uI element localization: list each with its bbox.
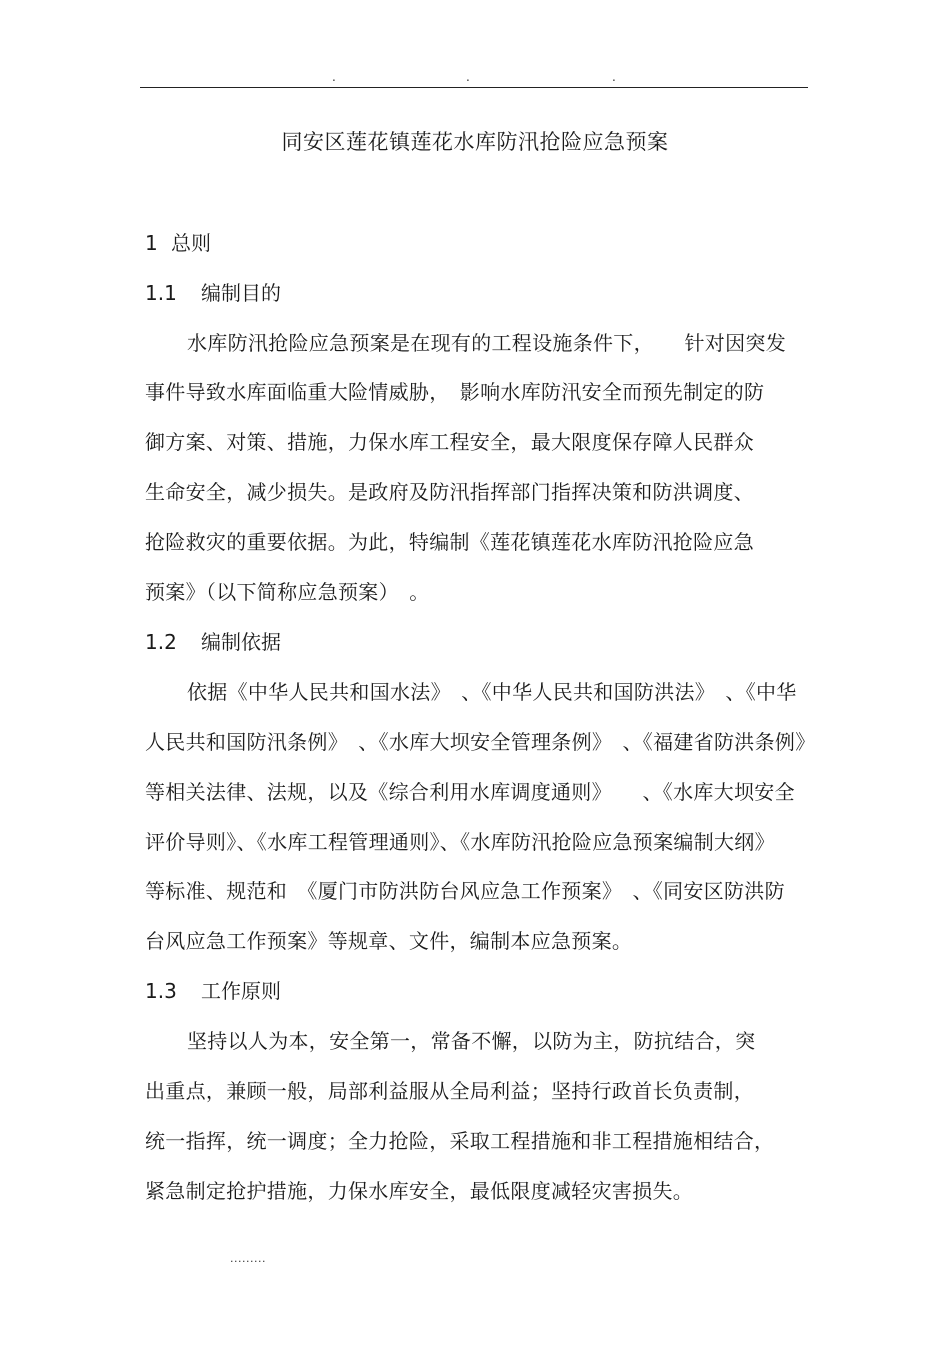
paragraph-line: 紧急制定抢护措施，力保水库安全，最低限度减轻灾害损失。 xyxy=(145,1179,694,1203)
paragraph-line: 预案》（以下简称应急预案） 。 xyxy=(145,580,430,604)
header-rule xyxy=(140,87,808,88)
paragraph-line: 事件导致水库面临重大险情威胁， 影响水库防汛安全而预先制定的防 xyxy=(145,380,765,404)
footer-dots: ......... xyxy=(230,1252,266,1265)
paragraph-line: 依据《中华人民共和国水法》 、《中华人民共和国防洪法》 、《中华 xyxy=(187,680,797,704)
paragraph-line: 等相关法律、法规，以及《综合利用水库调度通则》 、《水库大坝安全 xyxy=(145,780,795,804)
header-dot: . xyxy=(612,70,616,84)
section-number: 1.3 xyxy=(145,979,177,1003)
section-heading-1-3 xyxy=(145,977,281,1005)
section-heading-1 xyxy=(145,229,211,257)
paragraph-line: 水库防汛抢险应急预案是在现有的工程设施条件下， 针对因突发 xyxy=(187,331,786,355)
section-number: 1.2 xyxy=(145,630,177,654)
paragraph-line: 生命安全，减少损失。是政府及防汛指挥部门指挥决策和防洪调度、 xyxy=(145,480,754,504)
section-heading-1-1 xyxy=(145,279,281,307)
header-dot: . xyxy=(332,70,336,84)
paragraph-line: 台风应急工作预案》等规章、文件，编制本应急预案。 xyxy=(145,929,633,953)
document-title: 同安区莲花镇莲花水库防汛抢险应急预案 xyxy=(281,130,669,154)
section-label: 工作原则 xyxy=(201,979,281,1003)
section-label: 总则 xyxy=(171,231,211,255)
paragraph-line: 御方案、对策、措施，力保水库工程安全，最大限度保存障人民群众 xyxy=(145,430,754,454)
section-heading-1-2 xyxy=(145,628,281,656)
paragraph-line: 人民共和国防汛条例》 、《水库大坝安全管理条例》 、《福建省防洪条例》 xyxy=(145,730,816,754)
section-label: 编制依据 xyxy=(201,630,281,654)
paragraph-line: 评价导则》、《水库工程管理通则》、《水库防汛抢险应急预案编制大纲》 xyxy=(145,830,775,854)
header-dot: . xyxy=(466,70,470,84)
paragraph-line: 抢险救灾的重要依据。为此，特编制《莲花镇莲花水库防汛抢险应急 xyxy=(145,530,754,554)
paragraph-line: 坚持以人为本，安全第一，常备不懈，以防为主，防抗结合，突 xyxy=(187,1029,756,1053)
section-label: 编制目的 xyxy=(201,281,281,305)
section-number: 1 xyxy=(145,231,158,255)
header-dots xyxy=(140,70,808,84)
section-number: 1.1 xyxy=(145,281,177,305)
paragraph-line: 统一指挥，统一调度；全力抢险，采取工程措施和非工程措施相结合， xyxy=(145,1129,775,1153)
paragraph-line: 出重点，兼顾一般，局部利益服从全局利益；坚持行政首长负责制， xyxy=(145,1079,754,1103)
paragraph-line: 等标准、规范和 《厦门市防洪防台风应急工作预案》 、《同安区防洪防 xyxy=(145,879,785,903)
